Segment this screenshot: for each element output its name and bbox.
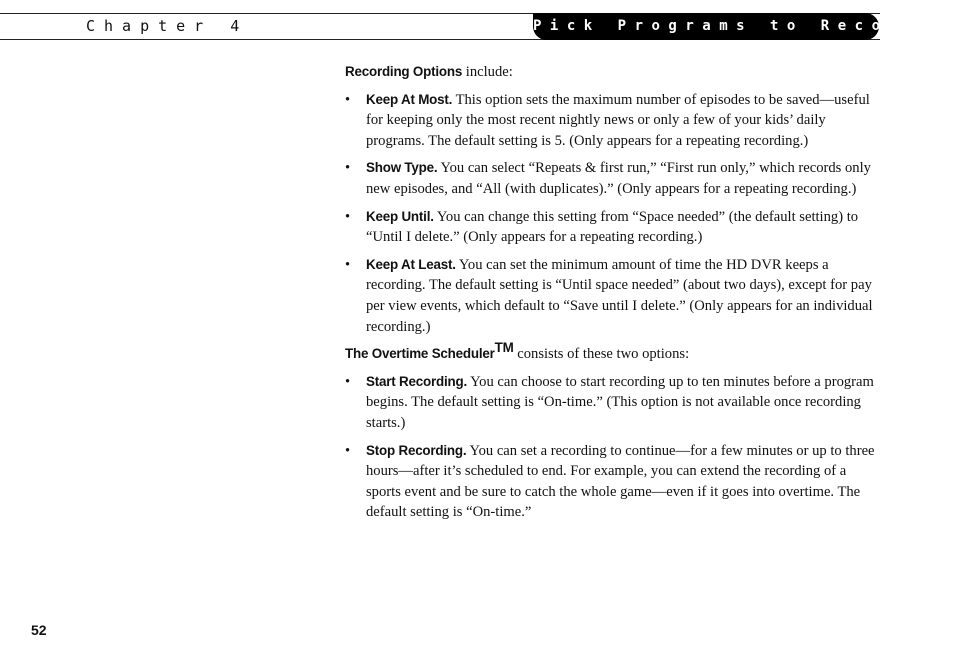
list-item-keep-at-least <box>345 255 875 337</box>
item-label: Stop Recording. <box>366 442 467 458</box>
item-text: This option sets the maximum number of episodes to be saved—useful for keeping only the most recent nightly news or only a few of your kids’ daily programs. The default setting is 5. (Only appears for a repeating recording.) <box>366 91 870 149</box>
trademark-mark: TM <box>494 340 514 356</box>
list-item-keep-until <box>345 207 875 248</box>
item-label: Start Recording. <box>366 373 467 389</box>
item-label: Show Type. <box>366 160 438 176</box>
bullet: • <box>345 91 351 108</box>
bullet: • <box>345 373 351 390</box>
overtime-intro-text: consists of these two options: <box>513 346 690 363</box>
item-text: You can select “Repeats & first run,” “First run only,” which records only new episodes, and “All (with duplicates).” (Only appears for a repeating recording.) <box>366 160 871 197</box>
page-number: 52 <box>31 622 47 638</box>
bullet: • <box>345 208 351 225</box>
list-item-keep-at-most <box>345 90 875 152</box>
item-text: You can change this setting from “Space needed” (the default setting) to “Until I delete.” (Only appears for a repeating recording.) <box>366 208 859 246</box>
item-text: You can set a recording to continue—for a few minutes or up to three hours—after it’s scheduled to end. For example, you can extend the recording of a sports event and be sure to catch the whole game—even if it goes into overtime. The default setting is “On-time.” <box>366 442 875 521</box>
list-item-stop-recording <box>345 441 875 523</box>
recording-options-label: Recording Options <box>345 64 463 79</box>
item-label: Keep Until. <box>366 208 434 224</box>
recording-options-intro-text: include: <box>462 64 513 80</box>
bullet: • <box>345 442 351 459</box>
list-item-start-recording <box>345 372 875 434</box>
chapter-label: Chapter 4 <box>86 17 249 35</box>
recording-options-list <box>345 90 875 338</box>
bullet: • <box>345 256 351 273</box>
main-content <box>345 62 875 530</box>
item-text: You can set the minimum amount of time the HD DVR keeps a recording. The default setting is “Until space needed” (about two days), except for pay per view events, which default to “Save until I delete.” (Only appears for an individual recording.) <box>366 256 873 335</box>
overtime-options-list <box>345 372 875 523</box>
overtime-intro <box>345 340 875 365</box>
bullet: • <box>345 160 351 177</box>
recording-options-intro <box>345 62 875 83</box>
section-title: Pick Programs to Record <box>533 13 879 40</box>
item-text: You can choose to start recording up to ten minutes before a program begins. The default setting is “On-time.” (This option is not available once recording starts.) <box>366 373 874 431</box>
item-label: Keep At Most. <box>366 91 453 107</box>
overtime-label: The Overtime Scheduler <box>345 346 495 362</box>
list-item-show-type <box>345 158 875 199</box>
item-label: Keep At Least. <box>366 256 456 272</box>
